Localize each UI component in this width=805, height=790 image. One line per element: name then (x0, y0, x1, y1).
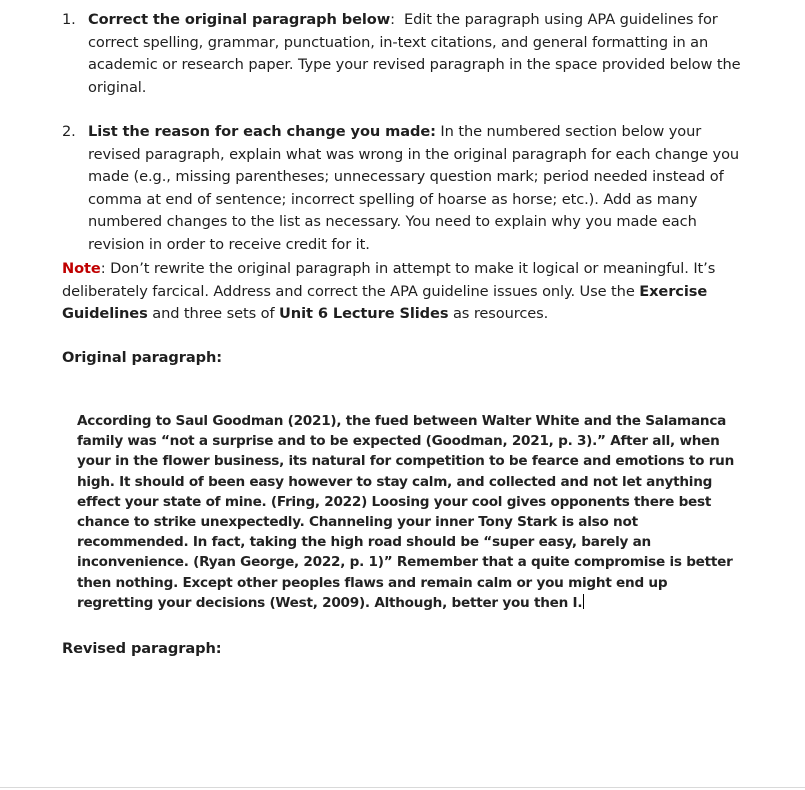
instruction-body: In the numbered section below your revised paragraph, explain what was wrong in the original paragraph for each change you made (e.g., missing parentheses; unnecessary question mark; period needed instead of comma at end of sentence; incorrect spelling of hoarse as horse; etc.). Add as many numbered changes to the list as necessary. You need to explain why you made each revision in order to receive credit for it. (88, 123, 740, 253)
note-bold-exercise-guidelines: Exercise Guidelines (62, 282, 708, 322)
original-paragraph[interactable] (77, 411, 737, 613)
instruction-number: 2. (62, 123, 76, 140)
note-text: as resources. (448, 305, 549, 322)
revised-paragraph-area[interactable] (62, 670, 752, 780)
text-cursor (583, 594, 584, 609)
note-text: and three sets of (147, 305, 280, 322)
instruction-title: Correct the original paragraph below (88, 11, 391, 28)
original-paragraph-text[interactable]: According to Saul Goodman (2021), the fued between Walter White and the Salamanca family was “not a surprise and to be expected (Goodman, 2021, p. 3).” After all, when your in the flower business, its natural for competition to be fearce and emotions to run high. It should of been easy however to stay calm, and collected and not let anything effect your state of mine. (Fring, 2022) Loosing your cool gives opponents there best chance to strike unexpectedly. Channeling your inner Tony Stark is also not recommended. In fact, taking the high road should be “super easy, barely an inconvenience. (Ryan George, 2022, p. 1)” Remember that a quite compromise is better then nothing. Except other peoples flaws and remain calm or you might end up regretting your decisions (West, 2009). Although, better you then I. (77, 413, 735, 611)
instruction-item-2 (62, 121, 752, 256)
instruction-body: Edit the paragraph using APA guidelines for correct spelling, grammar, punctuation, in-text citations, and general formatting in an academic or research paper. Type your revised paragraph in the space provided below the original. (88, 11, 746, 96)
note-bold-lecture-slides: Unit 6 Lecture Slides (279, 305, 449, 322)
revised-paragraph-heading: Revised paragraph: (62, 640, 222, 657)
original-paragraph-heading: Original paragraph: (62, 349, 222, 366)
note-label: Note (62, 260, 101, 277)
instruction-title: List the reason for each change you made: (88, 123, 436, 140)
instruction-title-suffix: : (390, 11, 395, 28)
note-paragraph (62, 258, 752, 326)
instruction-number: 1. (62, 11, 76, 28)
instructions-list (62, 9, 752, 256)
instruction-item-1 (62, 9, 752, 99)
page-divider (0, 787, 805, 788)
note-text: : Don’t rewrite the original paragraph in attempt to make it logical or meaningful. It’s deliberately farcical. Address and correct the APA guideline issues only. Use the (62, 260, 716, 300)
